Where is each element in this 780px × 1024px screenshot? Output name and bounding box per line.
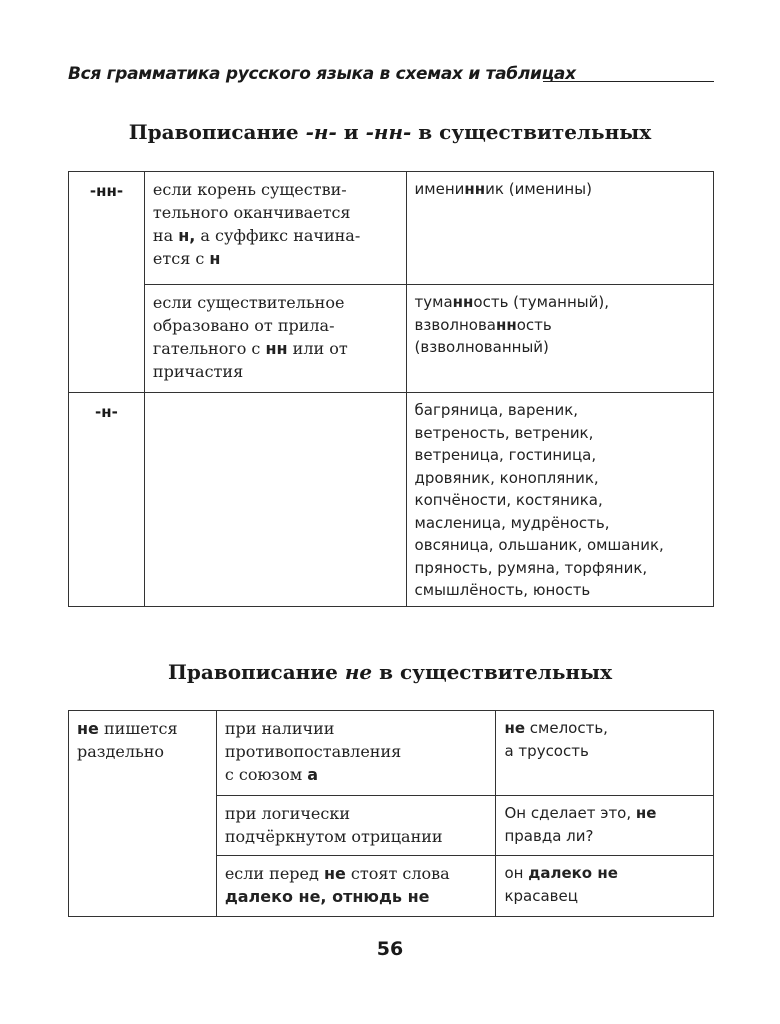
- table-row: [69, 172, 714, 285]
- spelling-label-cell: не пишется раздельно: [69, 711, 217, 917]
- n-nn-table: [68, 171, 714, 607]
- rule-cell: если существительное образовано от прила- гательного с нн или от причастия: [144, 285, 406, 393]
- example-cell: Он сделает это, не правда ли?: [496, 796, 714, 856]
- example-cell: именинник (именины): [406, 172, 713, 285]
- section1-title: Правописание -н- и -нн- в существительных: [128, 120, 652, 144]
- example-cell: туманность (туманный), взволнованность (взволнованный): [406, 285, 713, 393]
- rule-cell: если корень существи- тельного оканчивается на н, а суффикс начина- ется с н: [144, 172, 406, 285]
- example-cell: багряница, вареник, ветреность, ветреник, ветреница, гостиница, дровяник, конопляник, копчёности, костяника, масленица, мудрёность, овсяница, ольшаник, омшаник, пряность, румяна, торфяник, смышлёность, юность: [406, 393, 713, 607]
- header-rule: [543, 81, 714, 82]
- rule-cell: при логически подчёркнутом отрицании: [216, 796, 496, 856]
- rule-cell: если перед не стоят слова далеко не, отнюдь не: [216, 856, 496, 917]
- table-row: [69, 285, 714, 393]
- table-row: [69, 711, 714, 796]
- suffix-label-n: -н-: [69, 393, 145, 607]
- example-cell: не смелость, а трусость: [496, 711, 714, 796]
- section2-title: Правописание не в существительных: [167, 660, 613, 684]
- running-header: [68, 60, 714, 90]
- suffix-label-nn: -нн-: [69, 172, 145, 393]
- ne-table: [68, 710, 714, 917]
- table-row: [69, 393, 714, 607]
- page-number: 56: [376, 938, 404, 960]
- header-text: Вся грамматика русского языка в схемах и таблицах: [68, 64, 576, 84]
- rule-cell-empty: [144, 393, 406, 607]
- rule-cell: при наличии противопоставления с союзом а: [216, 711, 496, 796]
- example-cell: он далеко не красавец: [496, 856, 714, 917]
